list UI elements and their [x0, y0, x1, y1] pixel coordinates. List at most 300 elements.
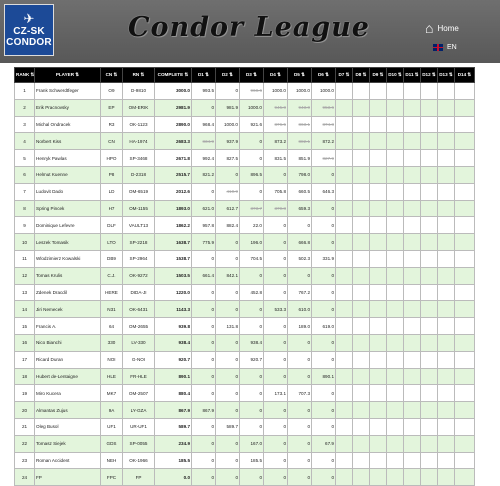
- day7-cell: [336, 83, 353, 100]
- day5-cell: 0: [288, 402, 312, 419]
- rn-cell: OK-1123: [123, 116, 155, 133]
- day13-cell: [438, 435, 455, 452]
- day5-cell: 943.0: [288, 99, 312, 116]
- day2-cell: 0: [216, 334, 240, 351]
- day4-cell: 0: [264, 402, 288, 419]
- player-cell: Dominique Lefevre: [35, 217, 101, 234]
- sort-icon: ⇅: [378, 72, 384, 77]
- day4-cell: 0: [264, 351, 288, 368]
- day6-cell: 0: [312, 418, 336, 435]
- rank-cell: 9: [15, 217, 35, 234]
- complete-cell: 2683.3: [155, 133, 192, 150]
- day3-cell: 968.6: [240, 83, 264, 100]
- day13-cell: [438, 250, 455, 267]
- column-header-d2[interactable]: D2 ⇅: [216, 68, 240, 83]
- rank-cell: 16: [15, 334, 35, 351]
- day10-cell: [387, 402, 404, 419]
- day7-cell: [336, 301, 353, 318]
- column-header-cn[interactable]: CN ⇅: [101, 68, 123, 83]
- sort-icon: ⇅: [344, 72, 350, 77]
- home-link[interactable]: [425, 22, 459, 34]
- day10-cell: [387, 150, 404, 167]
- complete-cell: 1638.7: [155, 234, 192, 251]
- uk-flag-icon: [433, 44, 443, 51]
- cn-cell: LTO: [101, 234, 123, 251]
- cn-cell: 9A: [101, 402, 123, 419]
- column-header-rank[interactable]: RANK ⇅: [15, 68, 35, 83]
- day4-cell: 0: [264, 418, 288, 435]
- table-row[interactable]: [15, 418, 475, 435]
- cn-cell: HERE: [101, 284, 123, 301]
- day10-cell: [387, 435, 404, 452]
- day12-cell: [421, 351, 438, 368]
- day11-cell: [404, 334, 421, 351]
- rn-cell: OM-2655: [123, 318, 155, 335]
- cn-cell: C.J.: [101, 267, 123, 284]
- player-cell: Tomasz Siejek: [35, 435, 101, 452]
- day5-cell: 0: [288, 368, 312, 385]
- player-cell: Oleg Busol: [35, 418, 101, 435]
- column-header-d12[interactable]: D12 ⇅: [421, 68, 438, 83]
- day7-cell: [336, 284, 353, 301]
- day12-cell: [421, 99, 438, 116]
- table-row[interactable]: [15, 267, 475, 284]
- day11-cell: [404, 183, 421, 200]
- column-header-d6[interactable]: D6 ⇅: [312, 68, 336, 83]
- column-header-d4[interactable]: D4 ⇅: [264, 68, 288, 83]
- player-cell: Hubert de-Lentaigne: [35, 368, 101, 385]
- day10-cell: [387, 116, 404, 133]
- day13-cell: [438, 83, 455, 100]
- day11-cell: [404, 217, 421, 234]
- table-row[interactable]: [15, 402, 475, 419]
- day8-cell: [353, 435, 370, 452]
- day9-cell: [370, 250, 387, 267]
- day3-cell: 921.6: [240, 116, 264, 133]
- day9-cell: [370, 183, 387, 200]
- sort-icon: ⇅: [183, 72, 189, 77]
- table-row[interactable]: [15, 217, 475, 234]
- complete-cell: 234.9: [155, 435, 192, 452]
- table-row[interactable]: [15, 116, 475, 133]
- day14-cell: [455, 334, 475, 351]
- day13-cell: [438, 99, 455, 116]
- day4-cell: 0: [264, 267, 288, 284]
- table-body: [15, 83, 475, 486]
- column-header-d1[interactable]: D1 ⇅: [192, 68, 216, 83]
- day3-cell: 0: [240, 301, 264, 318]
- day14-cell: [455, 301, 475, 318]
- column-header-d14[interactable]: D14 ⇅: [455, 68, 475, 83]
- day8-cell: [353, 385, 370, 402]
- day11-cell: [404, 385, 421, 402]
- day1-cell: 775.9: [192, 234, 216, 251]
- day2-cell: 0: [216, 452, 240, 469]
- day12-cell: [421, 166, 438, 183]
- day14-cell: [455, 133, 475, 150]
- cn-cell: 64: [101, 318, 123, 335]
- day12-cell: [421, 217, 438, 234]
- day1-cell: 993.5: [192, 83, 216, 100]
- day4-cell: 945.0: [264, 99, 288, 116]
- rank-cell: 20: [15, 402, 35, 419]
- rank-cell: 18: [15, 368, 35, 385]
- day12-cell: [421, 234, 438, 251]
- day11-cell: [404, 200, 421, 217]
- player-cell: Wlodzimierz Kowalski: [35, 250, 101, 267]
- language-link[interactable]: [433, 44, 457, 51]
- day4-cell: 0: [264, 234, 288, 251]
- day3-cell: 0: [240, 150, 264, 167]
- column-header-d9[interactable]: D9 ⇅: [370, 68, 387, 83]
- day10-cell: [387, 301, 404, 318]
- player-cell: Ricard Duran: [35, 351, 101, 368]
- table-row[interactable]: [15, 200, 475, 217]
- column-header-d5[interactable]: D5 ⇅: [288, 68, 312, 83]
- day9-cell: [370, 402, 387, 419]
- player-cell: Henryk Pawlas: [35, 150, 101, 167]
- rn-cell: OM-2507: [123, 385, 155, 402]
- rn-cell: LY-GZA: [123, 402, 155, 419]
- day13-cell: [438, 402, 455, 419]
- day7-cell: [336, 217, 353, 234]
- day2-cell: 0: [216, 368, 240, 385]
- rn-cell: LV-330: [123, 334, 155, 351]
- day14-cell: [455, 99, 475, 116]
- day3-cell: 167.0: [240, 435, 264, 452]
- day11-cell: [404, 418, 421, 435]
- table-row[interactable]: [15, 234, 475, 251]
- player-cell: Zdenek Dracdil: [35, 284, 101, 301]
- day3-cell: 0: [240, 267, 264, 284]
- day9-cell: [370, 284, 387, 301]
- complete-cell: 3000.0: [155, 83, 192, 100]
- day14-cell: [455, 200, 475, 217]
- rn-cell: OM-6519: [123, 183, 155, 200]
- day14-cell: [455, 368, 475, 385]
- day12-cell: [421, 418, 438, 435]
- rank-cell: 17: [15, 351, 35, 368]
- day2-cell: 0: [216, 250, 240, 267]
- day8-cell: [353, 318, 370, 335]
- day9-cell: [370, 234, 387, 251]
- cn-cell: DLF: [101, 217, 123, 234]
- column-header-d7[interactable]: D7 ⇅: [336, 68, 353, 83]
- day3-cell: 0: [240, 368, 264, 385]
- day11-cell: [404, 469, 421, 486]
- day4-cell: 0: [264, 284, 288, 301]
- day6-cell: 67.9: [312, 435, 336, 452]
- table-row[interactable]: [15, 334, 475, 351]
- day2-cell: 589.7: [216, 418, 240, 435]
- rn-cell: DIDA-JI: [123, 284, 155, 301]
- day4-cell: 533.3: [264, 301, 288, 318]
- day12-cell: [421, 469, 438, 486]
- day1-cell: 0: [192, 284, 216, 301]
- day8-cell: [353, 452, 370, 469]
- day9-cell: [370, 217, 387, 234]
- day6-cell: 1000.0: [312, 83, 336, 100]
- complete-cell: 1220.0: [155, 284, 192, 301]
- rank-cell: 23: [15, 452, 35, 469]
- complete-cell: 867.9: [155, 402, 192, 419]
- rn-cell: OK-6431: [123, 301, 155, 318]
- complete-cell: 185.5: [155, 452, 192, 469]
- day1-cell: 0: [192, 334, 216, 351]
- column-header-d11[interactable]: D11 ⇅: [404, 68, 421, 83]
- day2-cell: 981.9: [216, 99, 240, 116]
- day3-cell: 920.7: [240, 351, 264, 368]
- day9-cell: [370, 116, 387, 133]
- player-cell: Spring Pincek: [35, 200, 101, 217]
- day6-cell: 0: [312, 267, 336, 284]
- day1-cell: 0: [192, 250, 216, 267]
- day2-cell: 827.5: [216, 150, 240, 167]
- rn-cell: VAULT13: [123, 217, 155, 234]
- day8-cell: [353, 83, 370, 100]
- rn-cell: D-9810: [123, 83, 155, 100]
- table-row[interactable]: [15, 452, 475, 469]
- rn-cell: OK-9272: [123, 267, 155, 284]
- table-row[interactable]: [15, 183, 475, 200]
- day4-cell: 0: [264, 334, 288, 351]
- table-row[interactable]: [15, 83, 475, 100]
- complete-cell: 938.4: [155, 334, 192, 351]
- day1-cell: 0: [192, 183, 216, 200]
- day11-cell: [404, 368, 421, 385]
- table-row[interactable]: [15, 284, 475, 301]
- day5-cell: 863.1: [288, 116, 312, 133]
- day1-cell: 0: [192, 385, 216, 402]
- day10-cell: [387, 351, 404, 368]
- complete-cell: 939.8: [155, 318, 192, 335]
- day14-cell: [455, 418, 475, 435]
- column-header-player[interactable]: PLAYER ⇅: [35, 68, 101, 83]
- complete-cell: 1893.0: [155, 200, 192, 217]
- day8-cell: [353, 250, 370, 267]
- complete-cell: 2890.0: [155, 116, 192, 133]
- rank-cell: 1: [15, 83, 35, 100]
- day5-cell: 660.5: [288, 183, 312, 200]
- day5-cell: 767.2: [288, 284, 312, 301]
- day14-cell: [455, 452, 475, 469]
- day8-cell: [353, 469, 370, 486]
- day8-cell: [353, 351, 370, 368]
- day12-cell: [421, 267, 438, 284]
- table-row[interactable]: [15, 166, 475, 183]
- day4-cell: 0: [264, 452, 288, 469]
- day1-cell: 0: [192, 301, 216, 318]
- ranking-table-container[interactable]: [14, 67, 474, 480]
- day4-cell: 0: [264, 435, 288, 452]
- table-row[interactable]: [15, 133, 475, 150]
- day6-cell: 0: [312, 385, 336, 402]
- sort-icon: ⇅: [396, 72, 402, 77]
- day4-cell: 0: [264, 318, 288, 335]
- day8-cell: [353, 133, 370, 150]
- day12-cell: [421, 452, 438, 469]
- player-cell: Roman Accident: [35, 452, 101, 469]
- day14-cell: [455, 385, 475, 402]
- day6-cell: 331.9: [312, 250, 336, 267]
- day14-cell: [455, 402, 475, 419]
- day13-cell: [438, 234, 455, 251]
- day14-cell: [455, 83, 475, 100]
- sort-icon: ⇅: [112, 72, 118, 77]
- day10-cell: [387, 469, 404, 486]
- player-cell: Ludovit Dado: [35, 183, 101, 200]
- column-header-d3[interactable]: D3 ⇅: [240, 68, 264, 83]
- day3-cell: 0: [240, 418, 264, 435]
- day6-cell: 0: [312, 334, 336, 351]
- complete-cell: 1862.2: [155, 217, 192, 234]
- player-cell: FP: [35, 469, 101, 486]
- sort-icon: ⇅: [29, 72, 35, 77]
- table-row[interactable]: [15, 368, 475, 385]
- day3-cell: 704.5: [240, 250, 264, 267]
- day8-cell: [353, 301, 370, 318]
- day3-cell: 1000.0: [240, 99, 264, 116]
- day11-cell: [404, 284, 421, 301]
- table-row[interactable]: [15, 351, 475, 368]
- rank-cell: 21: [15, 418, 35, 435]
- rn-cell: FP: [123, 469, 155, 486]
- day2-cell: 0: [216, 402, 240, 419]
- rank-cell: 19: [15, 385, 35, 402]
- day2-cell: 1000.0: [216, 116, 240, 133]
- day7-cell: [336, 402, 353, 419]
- column-header-complete[interactable]: COMPLETE ⇅: [155, 68, 192, 83]
- day10-cell: [387, 217, 404, 234]
- day5-cell: 882.1: [288, 133, 312, 150]
- rank-cell: 8: [15, 200, 35, 217]
- day6-cell: 0: [312, 166, 336, 183]
- day9-cell: [370, 267, 387, 284]
- day7-cell: [336, 150, 353, 167]
- home-icon: ⌂: [425, 20, 434, 36]
- day3-cell: 896.5: [240, 166, 264, 183]
- day10-cell: [387, 250, 404, 267]
- day11-cell: [404, 435, 421, 452]
- day14-cell: [455, 234, 475, 251]
- day4-cell: 0: [264, 469, 288, 486]
- day1-cell: 821.2: [192, 166, 216, 183]
- rank-cell: 22: [15, 435, 35, 452]
- table-row[interactable]: [15, 469, 475, 486]
- day11-cell: [404, 402, 421, 419]
- player-cell: Jiri Nemecek: [35, 301, 101, 318]
- day3-cell: 185.5: [240, 452, 264, 469]
- day8-cell: [353, 418, 370, 435]
- day8-cell: [353, 368, 370, 385]
- cn-cell: DB9: [101, 250, 123, 267]
- day2-cell: 0: [216, 83, 240, 100]
- ranking-table: [14, 67, 475, 486]
- day6-cell: 953.6: [312, 99, 336, 116]
- sort-icon: ⇅: [466, 72, 472, 77]
- cn-cell: NEH: [101, 452, 123, 469]
- day12-cell: [421, 83, 438, 100]
- rank-cell: 2: [15, 99, 35, 116]
- day4-cell: 0: [264, 217, 288, 234]
- day8-cell: [353, 284, 370, 301]
- day8-cell: [353, 267, 370, 284]
- day1-cell: 0: [192, 469, 216, 486]
- table-row[interactable]: [15, 385, 475, 402]
- cn-cell: R3: [101, 116, 123, 133]
- day13-cell: [438, 318, 455, 335]
- day4-cell: 1000.0: [264, 83, 288, 100]
- rank-cell: 5: [15, 150, 35, 167]
- sort-icon: ⇅: [74, 72, 80, 77]
- column-header-d10[interactable]: D10 ⇅: [387, 68, 404, 83]
- day2-cell: 0: [216, 385, 240, 402]
- sort-icon: ⇅: [139, 72, 145, 77]
- day2-cell: 0: [216, 166, 240, 183]
- cn-cell: GDS: [101, 435, 123, 452]
- rank-cell: 13: [15, 284, 35, 301]
- complete-cell: 920.7: [155, 351, 192, 368]
- home-label: Home: [437, 23, 459, 33]
- rn-cell: HA-1974: [123, 133, 155, 150]
- day7-cell: [336, 250, 353, 267]
- cn-cell: NOI: [101, 351, 123, 368]
- day1-cell: 0: [192, 418, 216, 435]
- cn-cell: UF1: [101, 418, 123, 435]
- table-row[interactable]: [15, 318, 475, 335]
- day1-cell: 957.8: [192, 217, 216, 234]
- day5-cell: 666.8: [288, 234, 312, 251]
- logo[interactable]: [4, 4, 54, 56]
- day12-cell: [421, 133, 438, 150]
- day8-cell: [353, 200, 370, 217]
- day9-cell: [370, 418, 387, 435]
- column-header-d13[interactable]: D13 ⇅: [438, 68, 455, 83]
- table-row[interactable]: [15, 250, 475, 267]
- day4-cell: 173.1: [264, 385, 288, 402]
- table-row[interactable]: [15, 150, 475, 167]
- table-row[interactable]: [15, 435, 475, 452]
- column-header-d8[interactable]: D8 ⇅: [353, 68, 370, 83]
- rank-cell: 15: [15, 318, 35, 335]
- rn-cell: FR-HLE: [123, 368, 155, 385]
- day5-cell: 0: [288, 435, 312, 452]
- day7-cell: [336, 435, 353, 452]
- day8-cell: [353, 234, 370, 251]
- day6-cell: 646.3: [312, 183, 336, 200]
- day13-cell: [438, 418, 455, 435]
- rank-cell: 4: [15, 133, 35, 150]
- table-row[interactable]: [15, 99, 475, 116]
- table-row[interactable]: [15, 301, 475, 318]
- day13-cell: [438, 133, 455, 150]
- day4-cell: 876.5: [264, 116, 288, 133]
- day11-cell: [404, 301, 421, 318]
- day11-cell: [404, 250, 421, 267]
- day10-cell: [387, 368, 404, 385]
- column-header-rn[interactable]: RN ⇅: [123, 68, 155, 83]
- day14-cell: [455, 183, 475, 200]
- rank-cell: 14: [15, 301, 35, 318]
- day8-cell: [353, 99, 370, 116]
- day13-cell: [438, 267, 455, 284]
- day8-cell: [353, 334, 370, 351]
- day12-cell: [421, 368, 438, 385]
- day6-cell: 619.0: [312, 318, 336, 335]
- player-cell: Nico Bianchi: [35, 334, 101, 351]
- day7-cell: [336, 183, 353, 200]
- day5-cell: 0: [288, 418, 312, 435]
